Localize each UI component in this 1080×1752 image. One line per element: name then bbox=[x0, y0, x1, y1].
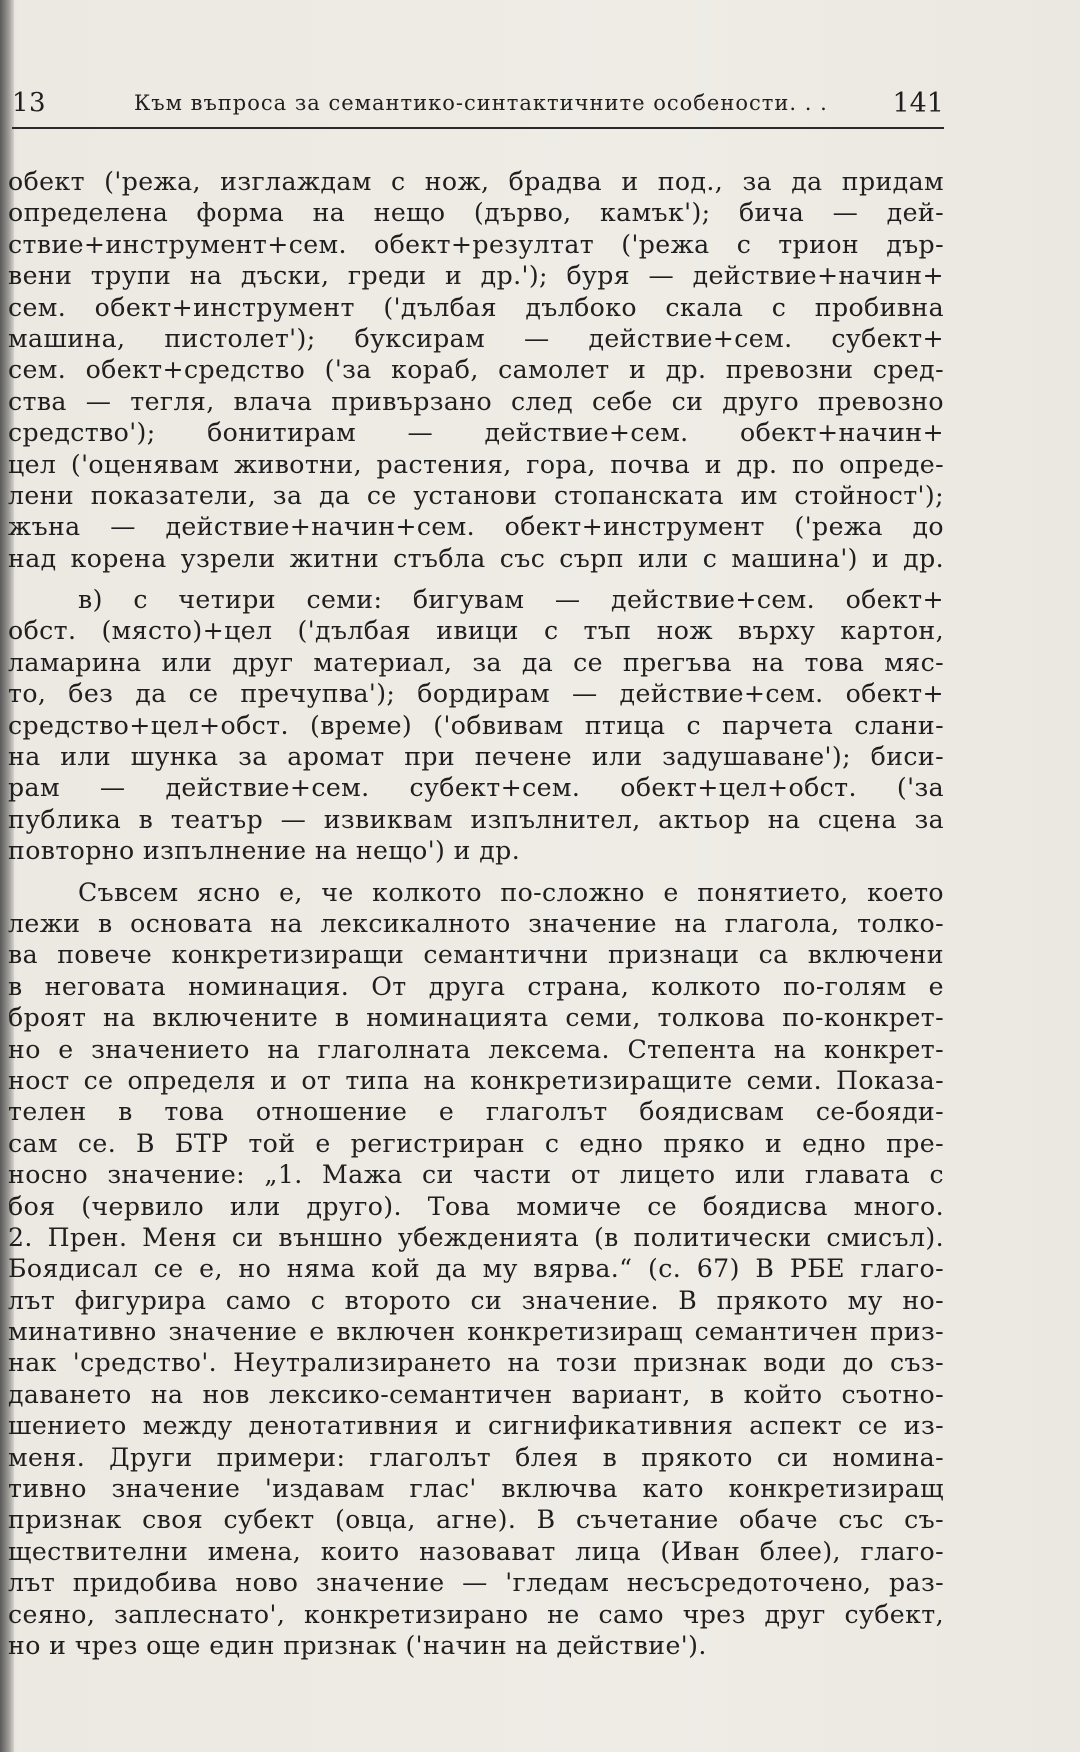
text-line: ствие+инструмент+сем. обект+резултат ('режа с трион дър- bbox=[8, 229, 944, 259]
text-line: цел ('оценявам животни, растения, гора, почва и др. по опреде- bbox=[8, 449, 944, 479]
text-line: сам се. В БТР той е регистриран с едно пряко и едно пре- bbox=[8, 1128, 944, 1158]
text-line: ществителни имена, които назовават лица (Иван блее), глаго- bbox=[8, 1536, 944, 1566]
text-line: в) с четири семи: бигувам — действие+сем. обект+ bbox=[78, 585, 944, 615]
text-line: над корена узрели житни стъбла със сърп или с машина') и др. bbox=[8, 543, 944, 573]
text-line: сеяно, заплеснато', конкретизирано не само чрез друг субект, bbox=[8, 1599, 944, 1629]
text-line: 2. Прен. Меня си външно убежденията (в политически смисъл). bbox=[8, 1222, 944, 1252]
text-line: телен в това отношение е глаголът боядисвам се-бояди- bbox=[8, 1097, 944, 1127]
text-line: носно значение: „1. Мажа си части от лицето или главата с bbox=[8, 1160, 944, 1190]
text-line: ства — тегля, влача привързано след себе си друго превозно bbox=[8, 386, 944, 416]
text-line: тивно значение 'издавам глас' включва като конкретизиращ bbox=[8, 1474, 944, 1504]
text-line: лени показатели, за да се установи стопанската им стойност'); bbox=[8, 480, 944, 510]
text-line: признак своя субект (овца, агне). В съчетание обаче със съ- bbox=[8, 1505, 944, 1535]
text-line: сем. обект+средство ('за кораб, самолет и др. превозни сред- bbox=[8, 355, 944, 385]
text-line: повторно изпълнение на нещо') и др. bbox=[8, 836, 521, 866]
text-line: средство+цел+обст. (време) ('обвивам птица с парчета слани- bbox=[8, 710, 944, 740]
text-line: ност се определя и от типа на конкретизиращите семи. Показа- bbox=[8, 1065, 944, 1095]
text-line: обект ('режа, изглаждам с нож, брадва и под., за да придам bbox=[8, 167, 944, 196]
text-line: Съвсем ясно е, че колкото по-сложно е понятието, което bbox=[78, 877, 944, 907]
text-line: лежи в основата на лексикалното значение на глагола, толко- bbox=[8, 908, 944, 938]
text-line: ва повече конкретизиращи семантични признаци са включени bbox=[8, 940, 944, 970]
text-line: жъна — действие+начин+сем. обект+инструмент ('режа до bbox=[8, 512, 944, 542]
text-line: минативно значение е включен конкретизиращ семантичен приз- bbox=[8, 1317, 944, 1347]
text-line: но е значението на глаголната лексема. Степента на конкрет- bbox=[8, 1034, 944, 1064]
text-line: рам — действие+сем. субект+сем. обект+цел+обст. ('за bbox=[8, 773, 944, 803]
text-line: публика в театър — извиквам изпълнител, актьор на сцена за bbox=[8, 804, 944, 834]
text-line: средство'); бонитирам — действие+сем. обект+начин+ bbox=[8, 418, 944, 448]
text-line: вени трупи на дъски, греди и др.'); буря — действие+начин+ bbox=[8, 261, 944, 291]
text-line: лът придобива ново значение — 'гледам несъсредоточено, раз- bbox=[8, 1568, 944, 1598]
text-line: сем. обект+инструмент ('дълбая дълбоко скала с пробивна bbox=[8, 292, 944, 322]
text-line: меня. Други примери: глаголът блея в прякото си номина- bbox=[8, 1442, 944, 1472]
page-number: 141 bbox=[892, 88, 944, 119]
paragraph-3 bbox=[8, 877, 944, 1662]
text-line: то, без да се пречупва'); бордирам — действие+сем. обект+ bbox=[8, 679, 944, 709]
paragraph-1 bbox=[8, 166, 944, 574]
paragraph-2 bbox=[8, 584, 944, 867]
text-line: в неговата номинация. От друга страна, колкото по-голям е bbox=[8, 971, 944, 1001]
running-header bbox=[12, 88, 944, 124]
text-line: нак 'средство'. Неутрализирането на този признак води до съз- bbox=[8, 1348, 944, 1378]
text-line: машина, пистолет'); буксирам — действие+сем. субект+ bbox=[8, 323, 944, 353]
text-line: боя (червило или друго). Това момиче се боядисва много. bbox=[8, 1191, 944, 1221]
body-text bbox=[8, 166, 944, 1661]
text-line: определена форма на нещо (дърво, камък'); бича — дей- bbox=[8, 198, 944, 228]
text-line: шението между денотативния и сигнификативния аспект се из- bbox=[8, 1411, 944, 1441]
text-line: но и чрез още един признак ('начин на действие'). bbox=[8, 1630, 707, 1660]
text-line: обст. (място)+цел ('дълбая ивици с тъп нож върху картон, bbox=[8, 616, 944, 646]
text-line: лът фигурира само с второто си значение. В прякото му но- bbox=[8, 1285, 944, 1315]
text-line: броят на включените в номинацията семи, толкова по-конкрет- bbox=[8, 1003, 944, 1033]
running-title: Към въпроса за семантико-синтактичните особености. . . bbox=[134, 91, 828, 115]
text-line: Боядисал се е, но няма кой да му вярва.“ (с. 67) В РБЕ глаго- bbox=[8, 1254, 944, 1284]
text-line: даването на нов лексико-семантичен вариант, в който съотно- bbox=[8, 1379, 944, 1409]
text-line: ламарина или друг материал, за да се прегъва на това мяс- bbox=[8, 647, 944, 677]
header-rule bbox=[12, 127, 944, 129]
text-line: на или шунка за аромат при печене или задушаване'); биси- bbox=[8, 742, 944, 772]
header-left-number: 13 bbox=[12, 88, 47, 118]
